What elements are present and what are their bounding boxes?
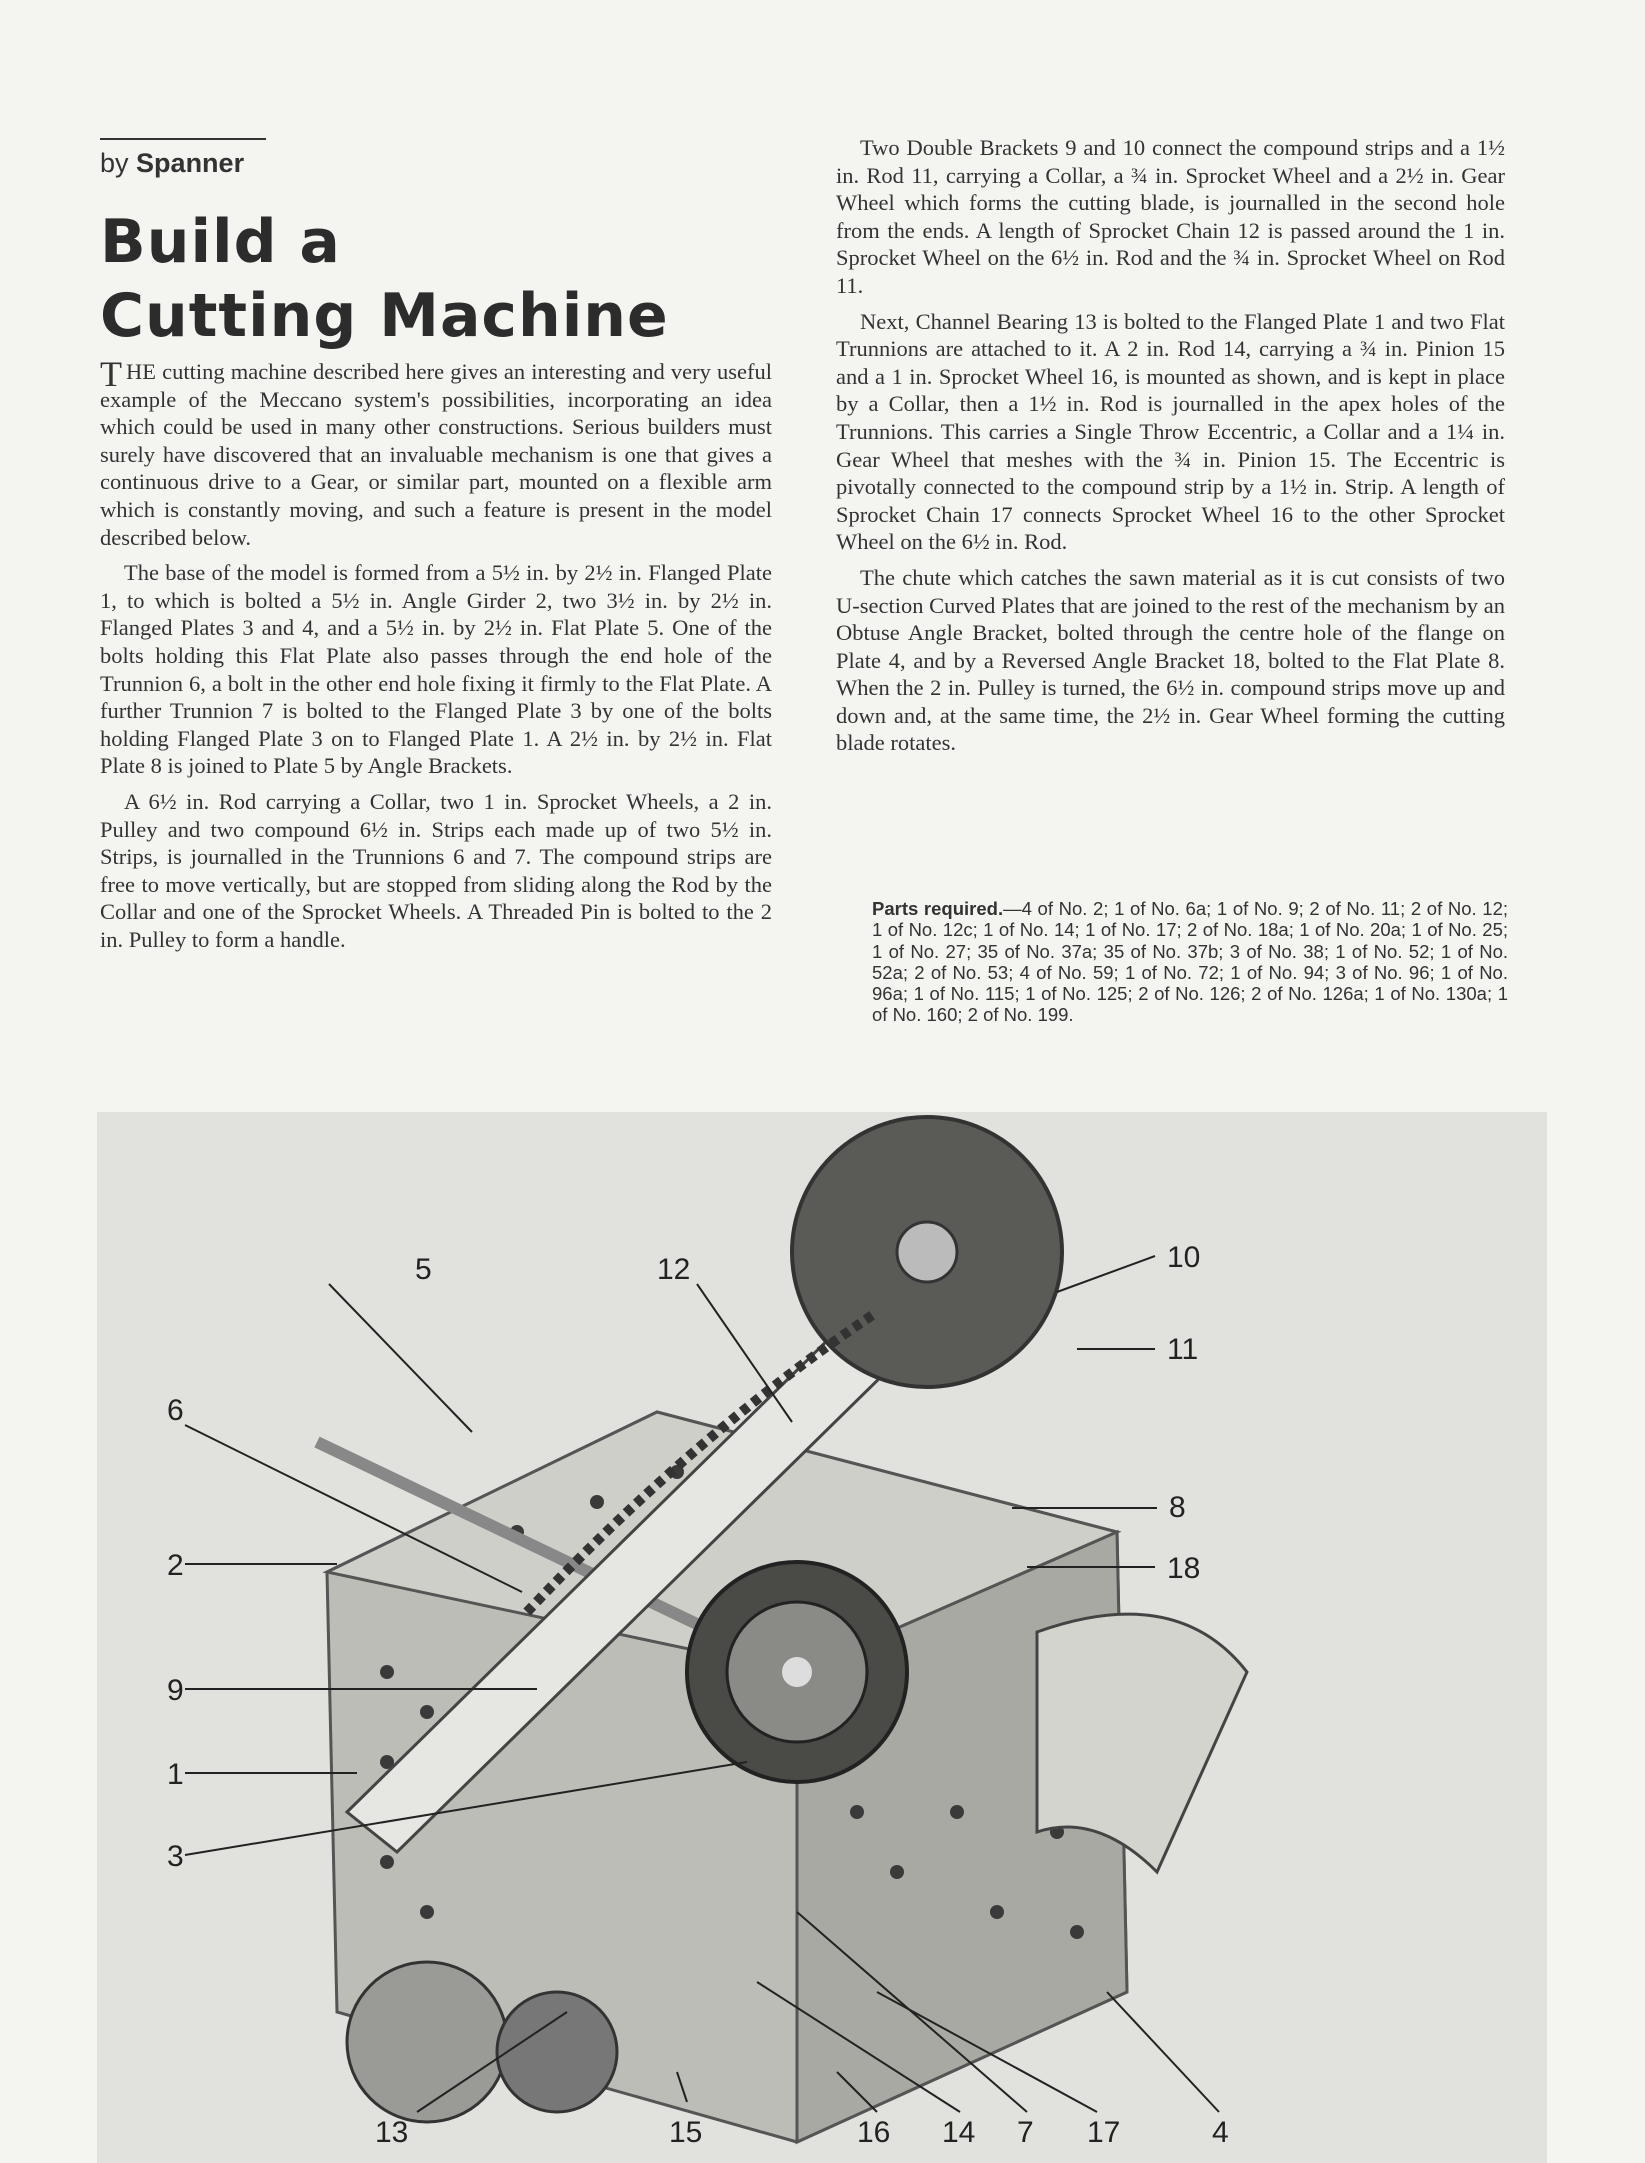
callout-10: 10	[1167, 1241, 1201, 1274]
model-illustration	[97, 1112, 1547, 2163]
callout-11: 11	[1167, 1333, 1199, 1366]
left-paragraph-1-text: HE cutting machine described here gives an interesting and very useful example of the Meccano system's possibilities, incorporating an idea which could be used in many other constructions. Serious builders must surely have discovered that an invaluable mechanism is one that gives a continuous drive to a Gear, or similar part, mounted on a flexible arm which is constantly moving, and such a feature is present in the model described below.	[100, 359, 772, 550]
callout-14: 14	[942, 2116, 976, 2149]
callout-12: 12	[657, 1253, 691, 1286]
lower-gear-wheel	[347, 1962, 507, 2122]
parts-list	[872, 898, 1508, 1026]
callout-8: 8	[1169, 1491, 1186, 1524]
model-photo	[97, 1112, 1547, 2163]
callout-3: 3	[167, 1840, 184, 1873]
callout-4: 4	[1212, 2116, 1229, 2149]
parts-label: Parts required.	[872, 898, 1004, 919]
sprocket-wheel-16	[497, 1992, 617, 2112]
title-line-2: Cutting Machine	[100, 281, 669, 351]
byline-prefix: by	[100, 148, 129, 178]
left-paragraph-2: The base of the model is formed from a 5½ in. by 2½ in. Flanged Plate 1, to which is bolted a 5½ in. Angle Girder 2, two 3½ in. by 2½ in. Flanged Plates 3 and 4, and a 5½ in. by 2½ in. Flat Plate 5. One of the bolts holding this Flat Plate also passes through the end hole of the Trunnion 6, a bolt in the other end hole fixing it firmly to the Flat Plate. A further Trunnion 7 is bolted to the Flanged Plate 3 by one of the bolts holding Flanged Plate 3 on to Flanged Plate 1. A 2½ in. by 2½ in. Flat Plate 8 is joined to Plate 5 by Angle Brackets.	[100, 560, 772, 779]
callout-6: 6	[167, 1394, 184, 1427]
byline-author: Spanner	[136, 148, 245, 178]
byline	[100, 148, 244, 179]
callout-1: 1	[167, 1758, 184, 1791]
right-paragraph-1: Two Double Brackets 9 and 10 connect the compound strips and a 1½ in. Rod 11, carrying a Collar, a ¾ in. Sprocket Wheel and a 2½ in. Gear Wheel which forms the cutting blade, is journalled in the second hole from the ends. A length of Sprocket Chain 12 is passed around the 1 in. Sprocket Wheel on the 6½ in. Rod and the ¾ in. Sprocket Wheel on Rod 11.	[836, 135, 1505, 298]
right-paragraph-3: The chute which catches the sawn material as it is cut consists of two U-section Curved Plates that are joined to the rest of the mechanism by an Obtuse Angle Bracket, bolted through the centre hole of the flange on Plate 4, and by a Reversed Angle Bracket 18, bolted to the Flat Plate 8. When the 2 in. Pulley is turned, the 6½ in. compound strips move up and down and, at the same time, the 2½ in. Gear Wheel forming the cutting blade rotates.	[836, 564, 1505, 756]
callout-2: 2	[167, 1549, 184, 1582]
parts-text: —4 of No. 2; 1 of No. 6a; 1 of No. 9; 2 of No. 11; 2 of No. 12; 1 of No. 12c; 1 of No. 14; 1 of No. 17; 2 of No. 18a; 1 of No. 20a; 1 of No. 25; 1 of No. 27; 35 of No. 37a; 35 of No. 37b; 3 of No. 38; 1 of No. 52; 1 of No. 52a; 2 of No. 53; 4 of No. 59; 1 of No. 72; 1 of No. 94; 3 of No. 96; 1 of No. 96a; 1 of No. 115; 1 of No. 125; 2 of No. 126; 2 of No. 126a; 1 of No. 130a; 1 of No. 160; 2 of No. 199.	[872, 898, 1509, 1026]
callout-7: 7	[1017, 2116, 1034, 2149]
left-column	[100, 354, 772, 961]
callout-5: 5	[415, 1253, 432, 1286]
callout-17: 17	[1087, 2116, 1121, 2149]
callout-9: 9	[167, 1674, 184, 1707]
callout-18: 18	[1167, 1552, 1201, 1585]
callout-16: 16	[857, 2116, 891, 2149]
article-title	[100, 205, 669, 353]
drop-cap: T	[100, 354, 122, 394]
left-paragraph-1	[100, 354, 772, 551]
left-paragraph-3: A 6½ in. Rod carrying a Collar, two 1 in. Sprocket Wheels, a 2 in. Pulley and two compound 6½ in. Strips each made up of two 5½ in. Strips, is journalled in the Trunnions 6 and 7. The compound strips are free to move vertically, but are stopped from sliding along the Rod by the Collar and one of the Sprocket Wheels. A Threaded Pin is bolted to the 2 in. Pulley to form a handle.	[100, 788, 772, 952]
callout-13: 13	[375, 2116, 409, 2149]
byline-rule	[100, 138, 266, 140]
right-column	[836, 134, 1505, 765]
title-line-1: Build a	[100, 207, 341, 277]
right-paragraph-2: Next, Channel Bearing 13 is bolted to the Flanged Plate 1 and two Flat Trunnions are attached to it. A 2 in. Rod 14, carrying a ¾ in. Pinion 15 and a 1 in. Sprocket Wheel 16, is mounted as shown, and is kept in place by a Collar, then a 1½ in. Rod is journalled in the apex holes of the Trunnions. This carries a Single Throw Eccentric, a Collar and a 1¼ in. Gear Wheel that meshes with the ¾ in. Pinion 15. The Eccentric is pivotally connected to the compound strip by a 1½ in. Strip. A length of Sprocket Chain 17 connects Sprocket Wheel 16 to the other Sprocket Wheel on the 6½ in. Rod.	[836, 308, 1505, 555]
callout-15: 15	[669, 2116, 703, 2149]
